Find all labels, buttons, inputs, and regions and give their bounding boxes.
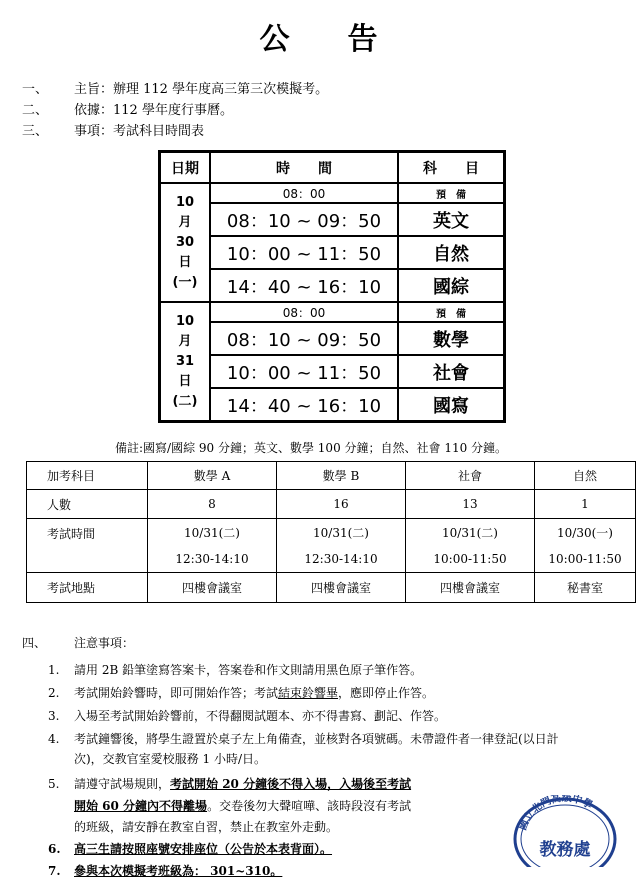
time-cell: 08：00 [210,302,398,322]
row-label-place: 考試地點 [27,573,148,603]
list-item: 4. 考試鐘響後，將學生證置於桌子左上角備查，並核對各項號碼。未帶證件者一律登記(以日計 [48,732,559,746]
row-label-subject: 加考科目 [27,462,148,490]
exam-count-cell: 8 [148,490,277,519]
exam-count-cell: 1 [535,490,636,519]
subject-cell: 數學 [398,322,505,355]
header-subject: 科 目 [398,152,505,184]
list-item: 2. 考試開始鈴響時，即可開始作答；考試結束鈴響畢，應即停止作答。 [48,686,435,700]
row-label-count: 人數 [27,490,148,519]
list-item: 1. 請用 2B 鉛筆塗寫答案卡，答案卷和作文則請用黑色原子筆作答。 [48,663,423,677]
subject-cell: 國寫 [398,388,505,422]
list-item: 6. 高三生請按照座號安排座位（公告於本表背面）。 [48,842,333,856]
list-item: 3. 入場至考試開始鈴響前，不得翻閱試題本、亦不得書寫、劃記、作答。 [48,709,447,723]
exam-time-cell: 10/31(二) 10:00-11:50 [406,519,535,573]
subject-cell: 預 備 [398,302,505,322]
seal-graphic [510,795,620,867]
list-item: 5. 請遵守試場規則，考試開始 20 分鐘後不得入場，入場後至考試 [48,777,412,791]
page-title: 公 告 [259,22,378,57]
time-cell: 08：00 [210,183,398,203]
header-time: 時 間 [210,152,398,184]
exam-place-cell: 四樓會議室 [148,573,277,603]
list-item-continued: 開始 60 分鐘內不得離場。交卷後勿大聲喧嘩、該時段沒有考試 [74,799,412,813]
time-cell: 14：40 ~ 16：10 [210,269,398,302]
header-date: 日期 [160,152,211,184]
exam-subject-cell: 社會 [406,462,535,490]
subject-cell: 英文 [398,203,505,236]
notes-list [48,0,628,885]
time-cell: 08：10 ~ 09：50 [210,322,398,355]
section-purpose: 一、 主旨：辦理 112 學年度高三第三次模擬考。 [22,82,329,97]
seal-org-text: 國立北門高級中學 [517,795,595,832]
exam-time-cell: 10/30(一) 10:00-11:50 [535,519,636,573]
exam-subject-cell: 數學 B [277,462,406,490]
office-seal [510,795,620,867]
exam-subject-cell: 自然 [535,462,636,490]
seal-dept-text: 教務處 [539,840,591,860]
time-cell: 08：10 ~ 09：50 [210,203,398,236]
exam-time-cell: 10/31(二) 12:30-14:10 [148,519,277,573]
time-cell: 14：40 ~ 16：10 [210,388,398,422]
subject-cell: 社會 [398,355,505,388]
subject-cell: 國綜 [398,269,505,302]
exam-time-cell: 10/31(二) 12:30-14:10 [277,519,406,573]
section-items: 三、 事項：考試科目時間表 [22,124,205,139]
time-cell: 10：00 ~ 11：50 [210,236,398,269]
notes-heading: 四、 注意事項： [22,636,135,650]
exam-count-cell: 13 [406,490,535,519]
date-cell-day2: 10 月 31 日 (二) [160,302,211,422]
exam-subject-cell: 數學 A [148,462,277,490]
subject-cell: 預 備 [398,183,505,203]
exam-place-cell: 秘書室 [535,573,636,603]
exam-place-cell: 四樓會議室 [277,573,406,603]
time-cell: 10：00 ~ 11：50 [210,355,398,388]
exam-place-cell: 四樓會議室 [406,573,535,603]
row-label-time: 考試時間 [27,519,148,573]
list-item-continued: 的班級，請安靜在教室自習，禁止在教室外走動。 [74,820,339,834]
exam-count-cell: 16 [277,490,406,519]
list-item-continued: 次)，交教官室愛校服務 1 小時/日。 [74,752,266,766]
subject-cell: 自然 [398,236,505,269]
date-cell-day1: 10 月 30 日 (一) [160,183,211,302]
schedule-note: 備註:國寫/國綜 90 分鐘；英文、數學 100 分鐘；自然、社會 110 分鐘。 [115,441,508,455]
section-basis: 二、 依據：112 學年度行事曆。 [22,103,233,118]
list-item: 7. 參與本次模擬考班級為： 301~310。 [48,864,283,878]
